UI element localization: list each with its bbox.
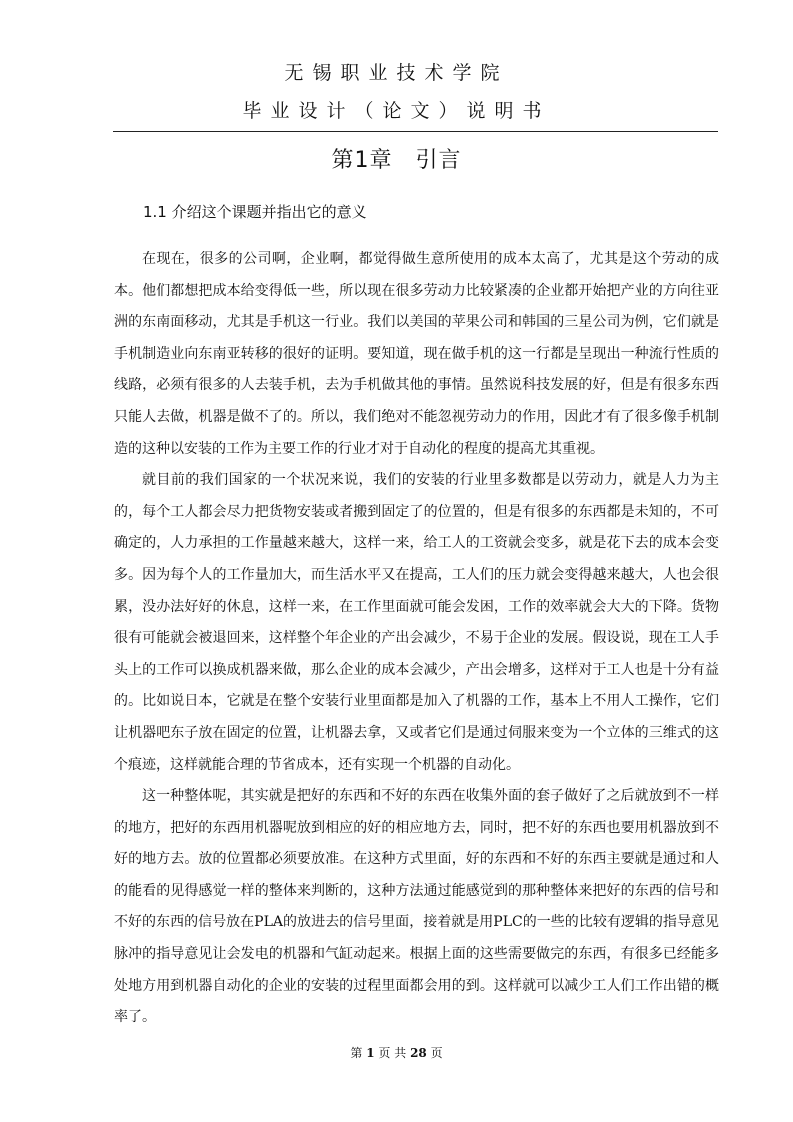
school-name: 无锡职业技术学院 [284,62,509,84]
paragraph-2: 就目前的我们国家的一个状况来说，我们的安装的行业里多数都是以劳动力，就是人力为主的，每个工人都会尽力把货物安装或者搬到固定了的位置的，但是有很多的东西都是未知的，不可确定的，人力承担的工作量越来越大，这样一来，给工人的工资就会变多，就是花下去的成本会变多。因为每个人的工作量加大，而生活水平又在提高，工人们的压力就会变得越来越大，人也会很累，没办法好好的休息，这样一来，在工作里面就可能会发困，工作的效率就会大大的下降。货物很有可能就会被退回来，这样整个年企业的产出会减少，不易于企业的发展。假设说，现在工人手头上的工作可以换成机器来做，那么企业的成本会减少，产出会增多，这样对于工人也是十分有益的。比如说日本，它就是在整个安装行业里面都是加入了机器的工作，基本上不用人工操作，它们让机器吧东子放在固定的位置，让机器去拿，又或者它们是通过伺服来变为一个立体的三维式的这个痕迹，这样就能合理的节省成本，还有实现一个机器的自动化。 [114,472,719,773]
paragraph-3: 这一种整体呢，其实就是把好的东西和不好的东西在收集外面的套子做好了之后就放到不一样的地方，把好的东西用机器呢放到相应的好的相应地方去，同时，把不好的东西也要用机器放到不好的地方去。放的位置都必须要放准。在这种方式里面，好的东西和不好的东西主要就是通过和人的能看的见得感觉一样的整体来判断的，这种方法通过能感觉到的那种整体来把好的东西的信号和不好的东西的信号放在PLA的放进去的信号里面，接着就是用PLC的一些的比较有逻辑的指导意见脉冲的指导意见让会发电的机器和气缸动起来。根据上面的这些需要做完的东西，有很多已经能多处地方用到机器自动化的企业的安装的过程里面都会用的到。这样就可以减少工人们工作出错的概率了。 [114,788,719,1026]
footer-suffix: 页 [430,1046,443,1060]
page-footer [0,1044,793,1061]
chapter-title: 第1章 引言 [331,148,462,173]
body-text [114,244,719,1034]
document-type: 毕业设计（论文）说明书 [242,100,551,122]
header-divider [113,131,718,132]
section-title: 1.1 介绍这个课题并指出它的意义 [143,203,367,221]
paragraph-1: 在现在，很多的公司啊，企业啊，都觉得做生意所使用的成本太高了，尤其是这个劳动的成本。他们都想把成本给变得低一些，所以现在很多劳动力比较紧凑的企业都开始把产业的方向往亚洲的东南面移动，尤其是手机这一行业。我们以美国的苹果公司和韩国的三星公司为例，它们就是手机制造业向东南亚转移的很好的证明。要知道，现在做手机的这一行都是呈现出一种流行性质的线路，必须有很多的人去装手机，去为手机做其他的事情。虽然说科技发展的好，但是有很多东西只能人去做，机器是做不了的。所以，我们绝对不能忽视劳动力的作用，因此才有了很多像手机制造的这种以安装的工作为主要工作的行业才对于自动化的程度的提高尤其重视。 [114,251,719,457]
footer-prefix: 第 [350,1046,363,1060]
footer-middle: 页 共 [378,1046,407,1060]
current-page-number: 1 [366,1046,375,1060]
total-pages-number: 28 [410,1046,427,1060]
